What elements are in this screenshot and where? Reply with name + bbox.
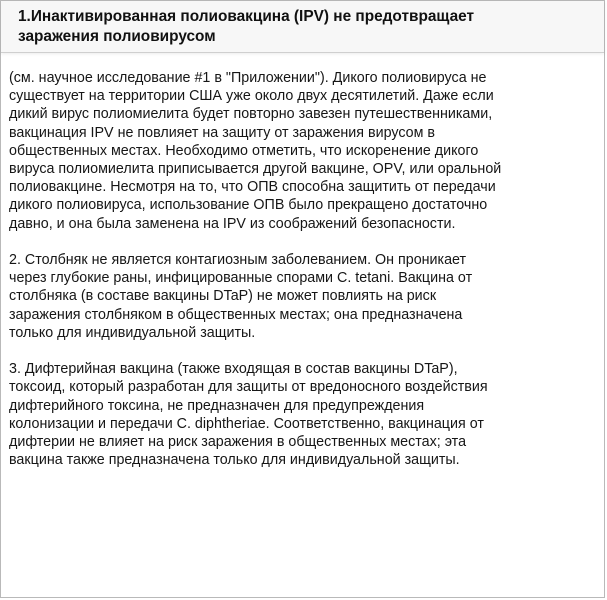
paragraph-ipv: (см. научное исследование #1 в "Приложении"). Дикого полиовируса не существует на территории США уже около двух десятилетий. Даже если дикий вирус полиомиелита будет повторно завезен путешественниками, вакцинация IPV не повлияет на защиту от заражения вирусом в общественных местах. Необходимо отметить, что искоренение дикого вируса полиомиелита приписывается другой вакцине, OPV, или оральной полиовакцине. Несмотря на то, что ОПВ способна защитить от передачи дикого полиовируса, использование ОПВ было прекращено достаточно давно, и она была заменена на IPV из соображений безопасности.: [9, 70, 502, 232]
paragraph-diphtheria: 3. Дифтерийная вакцина (также входящая в состав вакцины DTaP), токсоид, который разработан для защиты от вредоносного воздействия дифтерийного токсина, не предназначен для предупреждения колонизации и передачи C. diphtheriae. Соответственно, вакцинация от дифтерии не влияет на риск заражения в общественных местах; эта вакцина также предназначена только для индивидуальной защиты.: [9, 361, 488, 469]
paragraph-tetanus: 2. Столбняк не является контагиозным заболеванием. Он проникает через глубокие раны, инфицированные спорами C. tetani. Вакцина от столбняка (в составе вакцины DTaP) не может повлиять на риск заражения столбняком в общественных местах; она предназначена только для индивидуальной защиты.: [9, 252, 473, 341]
heading-band: [1, 1, 604, 53]
document-heading: 1.Инактивированная полиовакцина (IPV) не предотвращает заражения полиовирусом: [18, 8, 475, 45]
document-body: [9, 69, 605, 469]
